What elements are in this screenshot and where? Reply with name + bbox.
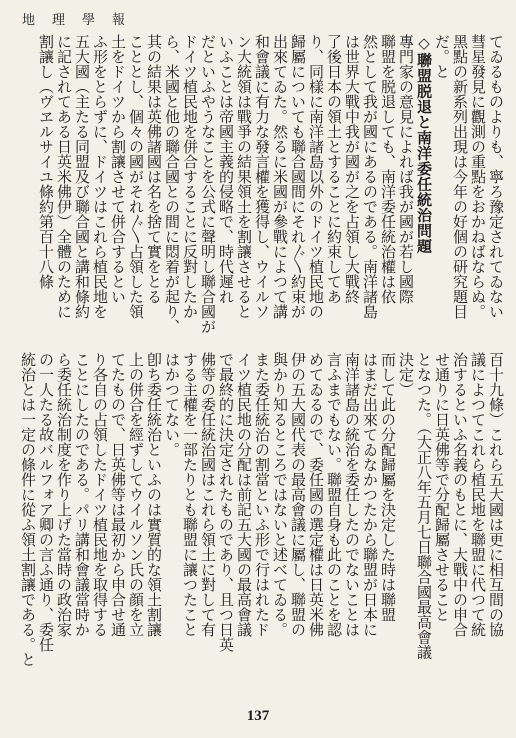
text-column: 歸屬についても聯合國間にそれ〴〵約束が xyxy=(289,34,305,319)
text-column: 聯盟を脱退しても、南洋委任統治權は依 xyxy=(379,34,395,304)
text-column: 南洋諸島の統治を委任したのでないことは xyxy=(343,352,359,637)
text-column: 佛等の委任統治國はこれら領土に對して有 xyxy=(199,352,215,637)
text-column: 然として我が國にあるのである。南洋諸島 xyxy=(361,34,377,319)
text-column: 決定） xyxy=(397,352,413,397)
text-column: で最終的に決定されたものであり、且つ日英 xyxy=(217,352,233,652)
text-column: ン大統領は戰爭の結果領土を割讓させると xyxy=(235,34,251,319)
text-column: 言ふまでもない。聯盟自身も此のことを認 xyxy=(325,352,341,637)
text-column: 五大國（主たる同盟及び聯合國と講和條約 xyxy=(73,34,89,319)
text-column: だといふやうなことを公式に聲明し聯合國が xyxy=(199,34,215,334)
text-column: 割讓し（ヴヱルサイユ條約第百十八條 xyxy=(37,34,53,289)
text-column: 而して此の分配歸屬を決定した時は聯盟 xyxy=(379,352,395,622)
article-heading: ◇聯盟脱退と南洋委任統治問題 xyxy=(415,34,431,254)
text-column: 議によつてこれら植民地を聯盟に代つて統 xyxy=(469,352,485,637)
text-column: の一人たる故バルフォア卿の言ふ通り、委任 xyxy=(37,352,53,652)
text-column: り各自の占領したドイツ植民地を取得する xyxy=(91,352,107,637)
text-column: 專門家の意見によれば我が國が若し國際 xyxy=(397,34,413,304)
text-column: り、同樣に南洋諸島以外のドイツ植民地の xyxy=(307,34,323,319)
page-number: 137 xyxy=(246,708,270,724)
text-column: 上の併合を經ずしてウイルソン氏の顔を立 xyxy=(127,352,143,637)
text-column: 了後日本の領土とすることに約束してあ xyxy=(325,34,341,304)
text-column: 彗星發見に觀測の重點をおかねばならぬ。 xyxy=(469,34,485,319)
text-column: する主權を一部たりとも聯盟に讓つたこと xyxy=(181,352,197,637)
text-column: ふ形をとらずに、ドイツはこれら植民地を xyxy=(91,34,107,319)
text-column: はまだ出來てゐなかつたから聯盟が日本に xyxy=(361,352,377,637)
text-column: 卽ち委任統治といふのは實質的な領土割讓 xyxy=(145,352,161,637)
text-column: イツ植民地の分配は前記五大國の最高會議 xyxy=(235,352,251,637)
text-column: はかつてない。 xyxy=(163,352,179,457)
lower-text-tier xyxy=(18,352,504,692)
text-column: 和會議に有力な發言權を獲得し、ウイルソ xyxy=(253,34,269,319)
text-column: せ通りに日英佛等で分配歸屬させること xyxy=(433,352,449,622)
text-column: ことにしたのである。パリ講和會議當時か xyxy=(73,352,89,637)
text-column: てたもので、日英佛等は最初から申合せ通 xyxy=(109,352,125,637)
text-column: ら委任統治制度を作り上げた當時の政治家 xyxy=(55,352,71,637)
text-column: だ。と xyxy=(433,34,449,79)
text-column: ドイツ植民地を併合することに反對したか xyxy=(181,34,197,319)
text-column: こととし、個々の國がそれ〴〵占領した領 xyxy=(127,34,143,319)
text-column: に記されてある日英米佛伊）全體のために xyxy=(55,34,71,319)
text-column: いふことは帝國主義的侵略で、時代遲れ xyxy=(217,34,233,304)
text-column: めてゐるので、委任國の選定權は日英米佛 xyxy=(307,352,323,637)
text-column: 百十九條）これら五大國は更に相互間の協 xyxy=(487,352,503,637)
text-column: ら、米國と他の聯合國との間に悶着が起り、 xyxy=(163,34,179,334)
text-column: てゐるものよりも、寧ろ豫定されてゐない xyxy=(487,34,503,319)
text-column: また委任統治の割當といふ形で行はれたド xyxy=(253,352,269,637)
text-column: 黑點の新系列出現は今年の好個の研究題目 xyxy=(451,34,467,319)
text-column: 治するといふ名義のもとに、大戰中の申合 xyxy=(451,352,467,637)
text-column: 伊の五大國代表の最高會議に屬し、聯盟の xyxy=(289,352,305,637)
text-column: 與かり知るところではないと述べてゐる。 xyxy=(271,352,287,637)
text-column: 土をドイツから割讓させて併合するとい xyxy=(109,34,125,304)
text-column: 出來てゐた。然るに米國が參戰によつて講 xyxy=(271,34,287,319)
text-column: となつた。（大正八年五月七日聯合國最高會議 xyxy=(415,352,431,660)
running-head-journal-title: 地 理 學 報 xyxy=(22,12,128,27)
text-column: 統治とは一定の條件に從ふ領土割讓である。と xyxy=(19,352,35,667)
upper-text-tier xyxy=(18,34,504,346)
text-column: 其の結果は英佛諸國は名を捨て實をとる xyxy=(145,34,161,304)
text-column: は世界大戰中我が國が之を占領し大戰終 xyxy=(343,34,359,304)
